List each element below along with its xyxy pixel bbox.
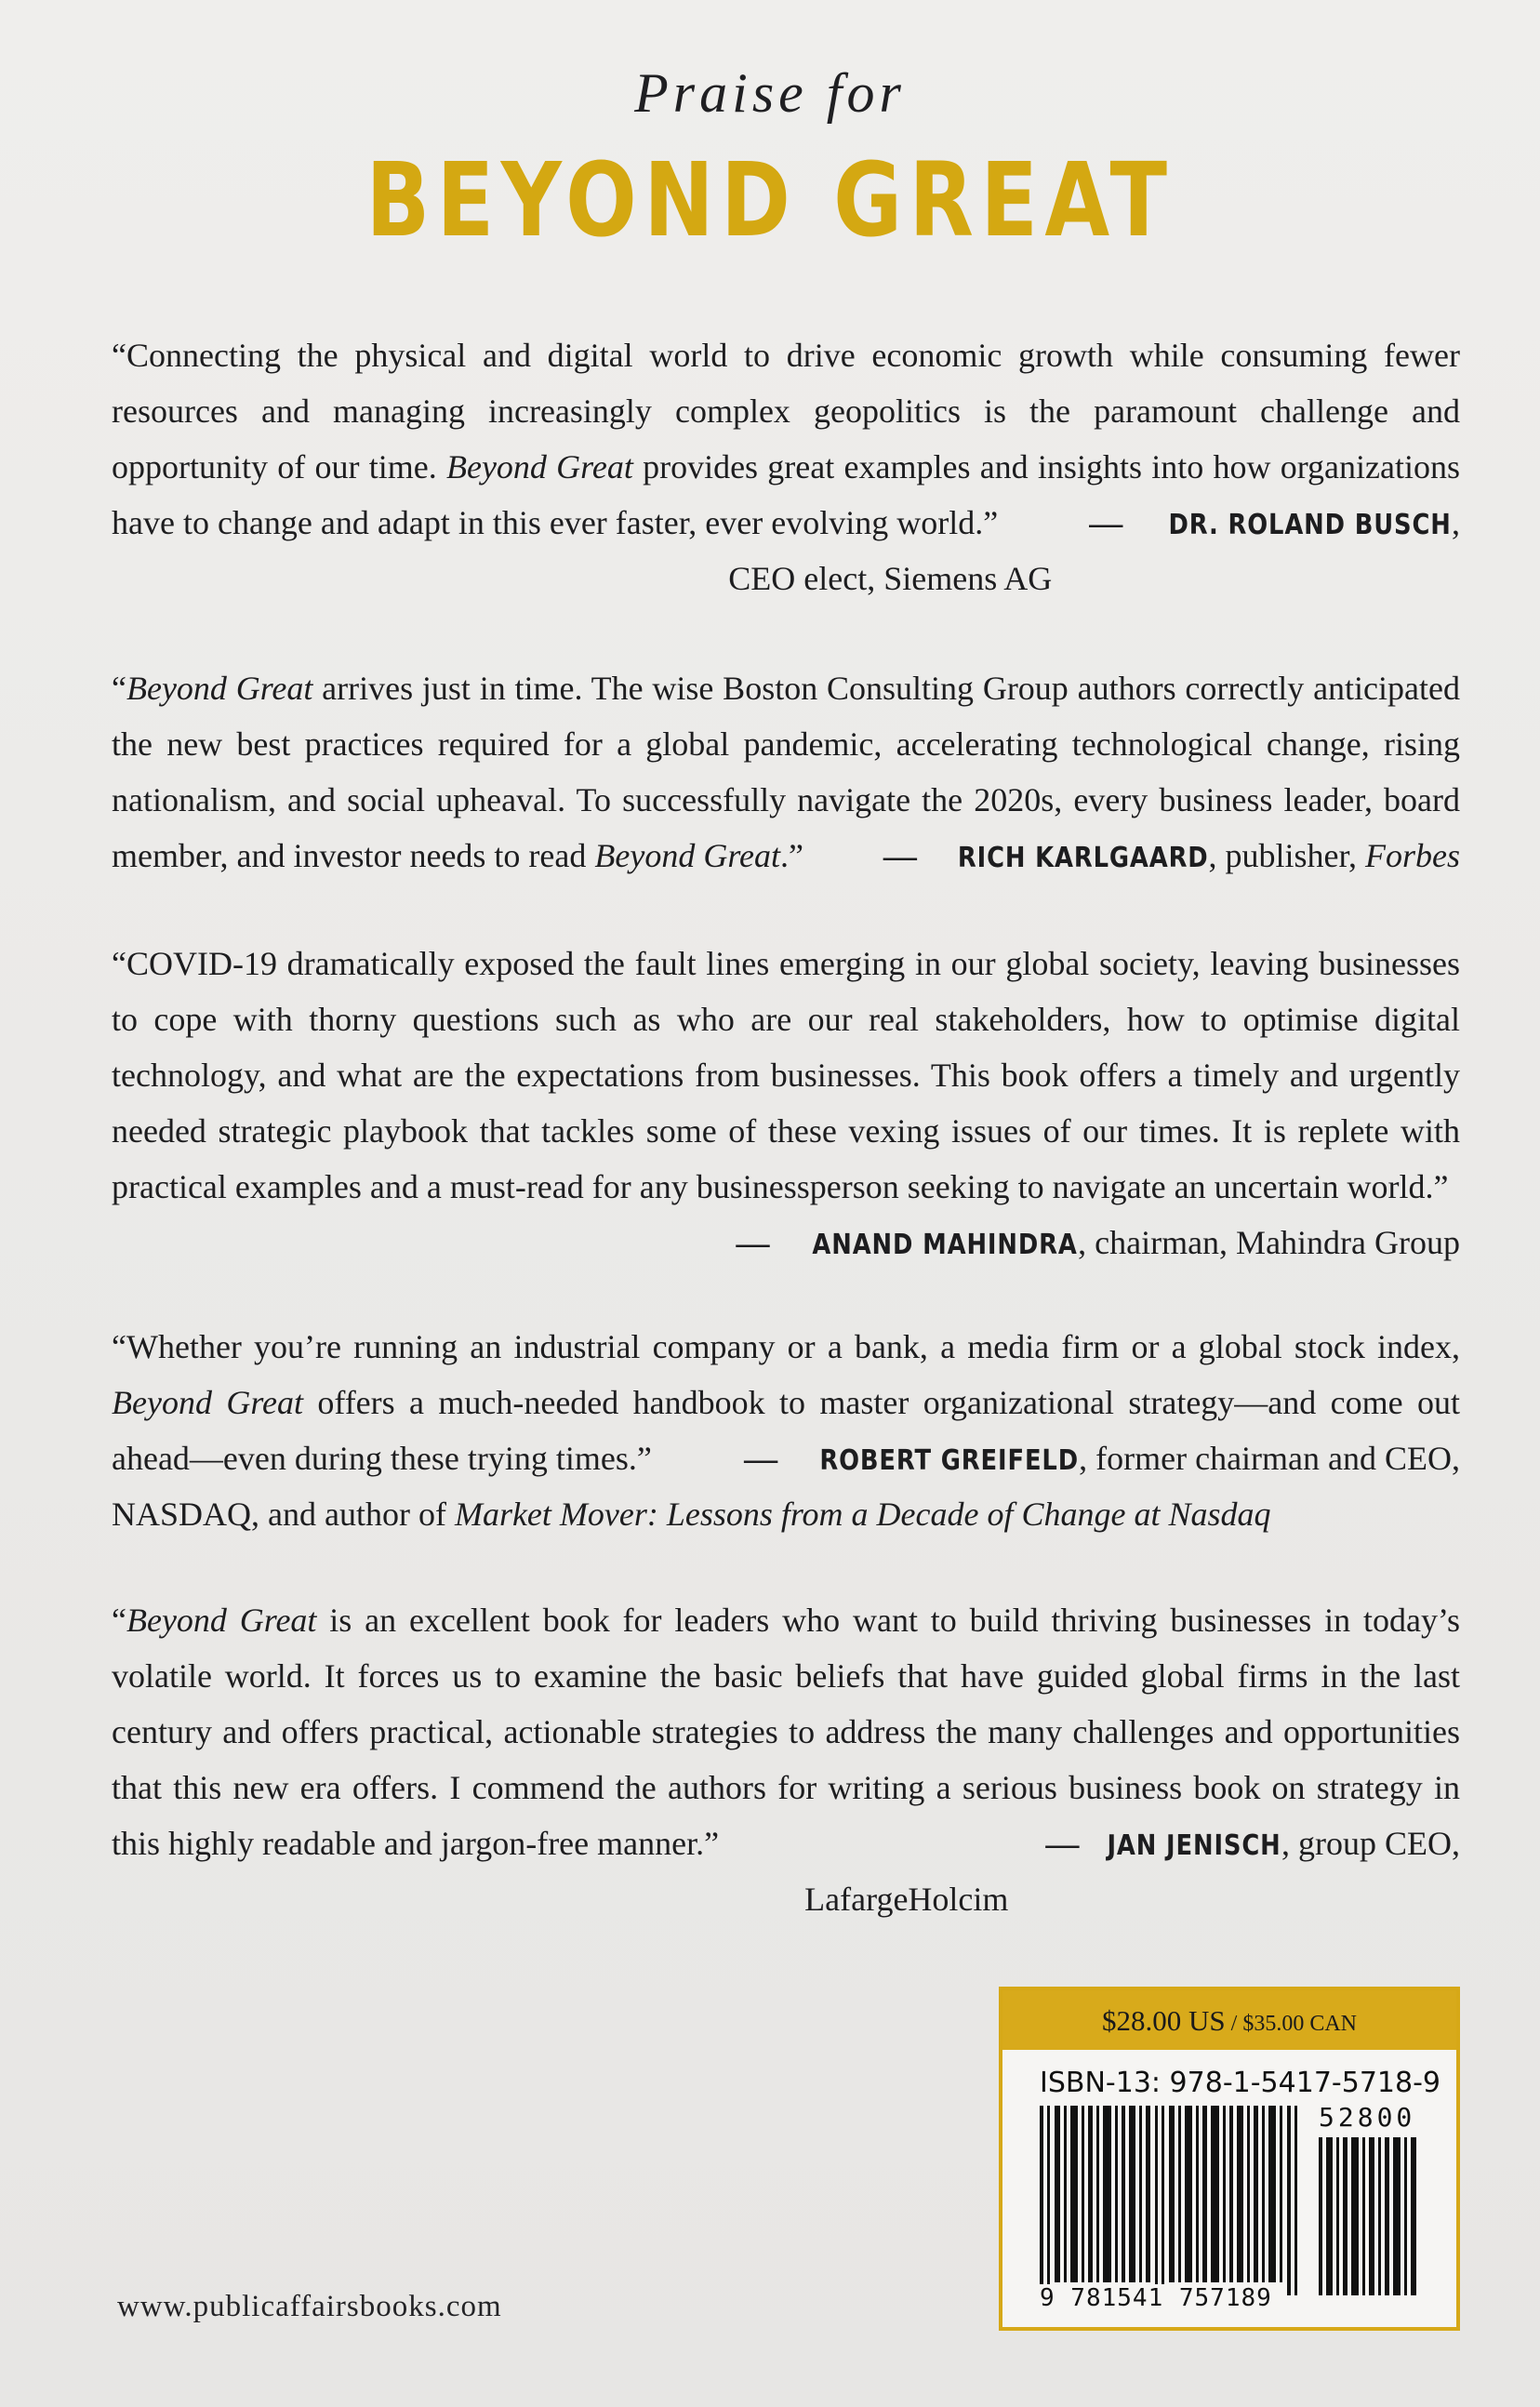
quote-author-role: CEO elect, Siemens AG — [728, 560, 1053, 597]
quote-author: ANAND MAHINDRA — [812, 1229, 1079, 1261]
price-band — [1002, 1990, 1456, 2050]
quote-attribution: — RICH KARLGAARD, publisher, Forbes — [883, 828, 1460, 886]
quote-block — [112, 936, 1460, 1273]
price-barcode-box — [999, 1987, 1460, 2331]
quote-text: “Beyond Great arrives just in time. The wise Boston Consulting Group authors correctly anticipated the new best practices required for a global pandemic, accelerating technological change, rising nationalism, and social upheaval. To successfully navigate the 2020s, every business leader, board member, and investor needs to read Beyond Great.” — RICH KARLGAARD, publisher, Forbes — [112, 660, 1460, 884]
quote-block — [112, 660, 1460, 886]
quote-author: DR. ROLAND BUSCH — [1168, 509, 1452, 541]
isbn-label: ISBN-13: 978-1-5417-5718-9 — [1040, 2067, 1440, 2099]
quote-block — [112, 1319, 1460, 1542]
supplement-barcode-icon — [1319, 2137, 1423, 2295]
quote-attribution: — ANAND MAHINDRA, chairman, Mahindra Group — [736, 1215, 1460, 1273]
quote-text: “Connecting the physical and digital world to drive economic growth while consuming fewer resources and managing increasingly complex geopolitics is the paramount challenge and opportunity of our time. Beyond Great provides great examples and insights into how organizations have to change and adapt in this ever faster, ever evolving world.” — DR. ROLAND BUSCH, — [112, 327, 1460, 551]
quote-author: JAN JENISCH — [1107, 1829, 1281, 1862]
quote-text: “Beyond Great is an excellent book for leaders who want to build thriving businesses in today’s volatile world. It forces us to examine the basic beliefs that have guided global firms in the last century and offers practical, actionable strategies to address the many challenges and opportunities that this new era offers. I commend the authors for writing a serious business book on strategy in this highly readable and jargon-free manner.” — JAN JENISCH, group CEO, — [112, 1592, 1460, 1871]
book-title: BEYOND GREAT — [365, 140, 1175, 259]
barcode-supplement-number: 52800 — [1319, 2102, 1416, 2133]
quote-block — [112, 327, 1460, 606]
quote-author: ROBERT GREIFELD — [819, 1444, 1080, 1477]
quote-block — [112, 1592, 1460, 1927]
praise-kicker: Praise for — [634, 62, 906, 124]
quote-attribution: — DR. ROLAND BUSCH, — [1089, 495, 1460, 553]
quote-attribution: — JAN JENISCH, group CEO, — [1045, 1815, 1460, 1874]
quote-author-role: LafargeHolcim — [804, 1881, 1009, 1918]
quote-text: “Whether you’re running an industrial company or a bank, a media firm or a global stock index, Beyond Great offers a much-needed handbook to master organizational strategy—and come out ahead—even during these trying times.” — ROBERT GREIFELD, former chairman and CEO, — [112, 1319, 1460, 1486]
quote-attribution: — ROBERT GREIFELD, former chairman and CEO, — [744, 1430, 1460, 1489]
price-us: $28.00 US — [1102, 2004, 1226, 2037]
quote-author-role: NASDAQ, and author of Market Mover: Lessons from a Decade of Change at Nasdaq — [112, 1496, 1271, 1533]
price-separator: / — [1225, 2012, 1243, 2036]
publisher-website: www.publicaffairsbooks.com — [117, 2290, 502, 2323]
quote-author: RICH KARLGAARD — [957, 842, 1209, 874]
price-can: $35.00 CAN — [1242, 2012, 1357, 2036]
quote-text: “COVID-19 dramatically exposed the fault lines emerging in our global society, leaving businesses to cope with thorny questions such as who are our real stakeholders, how to optimise digital technology, and what are the expectations from businesses. This book offers a timely and urgently needed strategic playbook that tackles some of these vexing issues of our times. It is replete with practical examples and a must-read for any businessperson seeking to navigate an uncertain world.” — ANAND MAHINDRA, chairman, Mahindra Group — [112, 936, 1460, 1215]
barcode-digits: 9 781541 757189 — [1040, 2284, 1272, 2312]
barcode-icon — [1040, 2106, 1300, 2295]
